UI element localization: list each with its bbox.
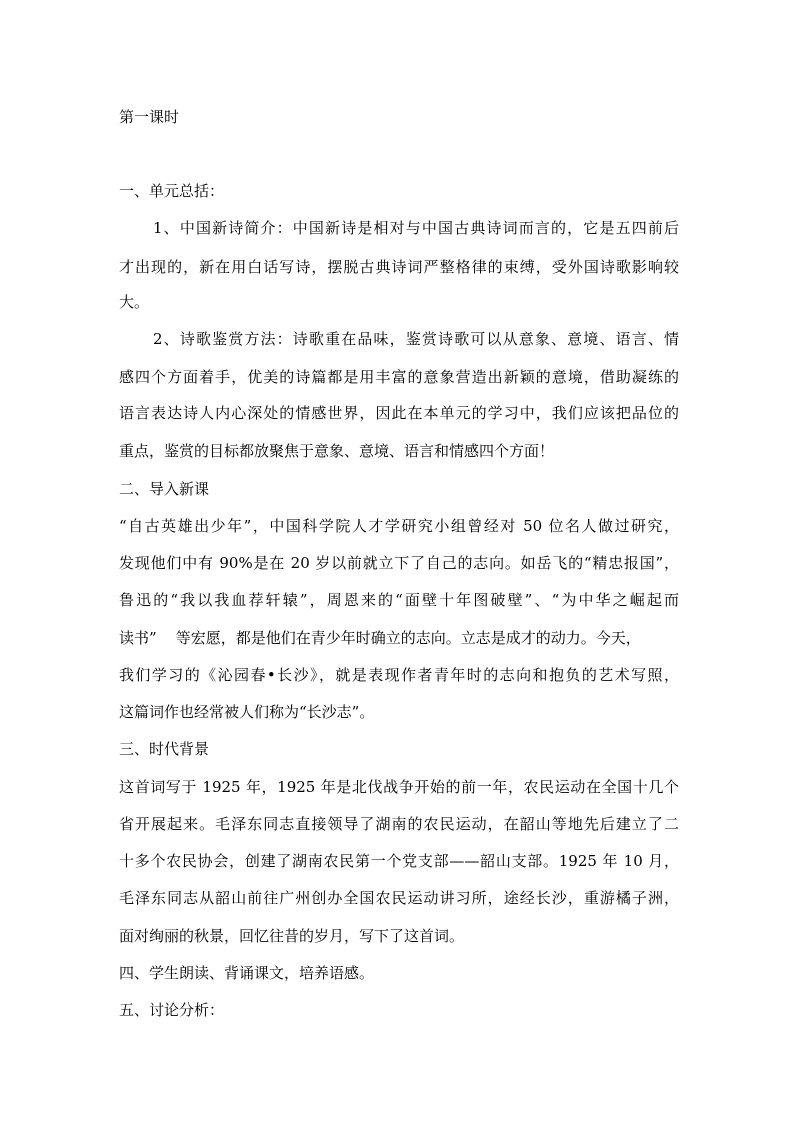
paragraph-line: 才出现的，新在用白话写诗，摆脱古典诗词严整格律的束缚，受外国诗歌影响较 [119, 258, 679, 276]
section-heading-discussion: 五、讨论分析： [119, 1001, 225, 1019]
section-heading-intro: 二、导入新课 [119, 480, 210, 498]
paragraph-line: 重点，鉴赏的目标都放聚焦于意象、意境、语言和情感四个方面！ [119, 442, 555, 460]
section-heading-background: 三、时代背景 [119, 740, 210, 758]
paragraph-line: “自古英雄出少年”，中国科学院人才学研究小组曾经对 50 位名人做过研究， [119, 517, 679, 535]
paragraph-line: 我们学习的《沁园春•长沙》，就是表现作者青年时的志向和抱负的艺术写照， [119, 666, 679, 684]
paragraph-line: 大。 [119, 293, 150, 311]
paragraph-line: 感四个方面着手，优美的诗篇都是用丰富的意象营造出新颖的意境，借助凝练的 [119, 368, 679, 386]
paragraph-line: 这篇词作也经常被人们称为“长沙志”。 [119, 703, 375, 721]
paragraph-line: 鲁迅的“我以我血荐轩辕”，周恩来的“面壁十年图破壁”、“为中华之崛起而 [119, 591, 679, 609]
paragraph-line: 十多个农民协会，创建了湖南农民第一个党支部——韶山支部。1925 年 10 月， [119, 852, 679, 870]
paragraph-line: 语言表达诗人内心深处的情感世界，因此在本单元的学习中，我们应该把品位的 [119, 404, 679, 422]
paragraph-line: 省开展起来。毛泽东同志直接领导了湖南的农民运动，在韶山等地先后建立了二 [119, 815, 679, 833]
paragraph-line: 毛泽东同志从韶山前往广州创办全国农民运动讲习所，途经长沙，重游橘子洲， [119, 889, 679, 907]
lesson-title: 第一课时 [119, 108, 180, 126]
paragraph-line: 1、中国新诗简介：中国新诗是相对与中国古典诗词而言的，它是五四前后 [153, 219, 679, 237]
paragraph-line: 读书” 等宏愿，都是他们在青少年时确立的志向。立志是成才的动力。今天， [119, 629, 641, 647]
section-heading-summary: 一、单元总括： [119, 182, 225, 200]
paragraph-line: 发现他们中有 90%是在 20 岁以前就立下了自己的志向。如岳飞的“精忠报国”， [119, 554, 679, 572]
paragraph-line: 这首词写于 1925 年，1925 年是北伐战争开始的前一年，农民运动在全国十几个 [119, 778, 679, 796]
paragraph-line: 面对绚丽的秋景，回忆往昔的岁月，写下了这首词。 [119, 927, 465, 945]
section-heading-reading: 四、学生朗读、背诵课文，培养语感。 [119, 964, 375, 982]
paragraph-line: 2、诗歌鉴赏方法：诗歌重在品味，鉴赏诗歌可以从意象、意境、语言、情 [153, 330, 679, 348]
